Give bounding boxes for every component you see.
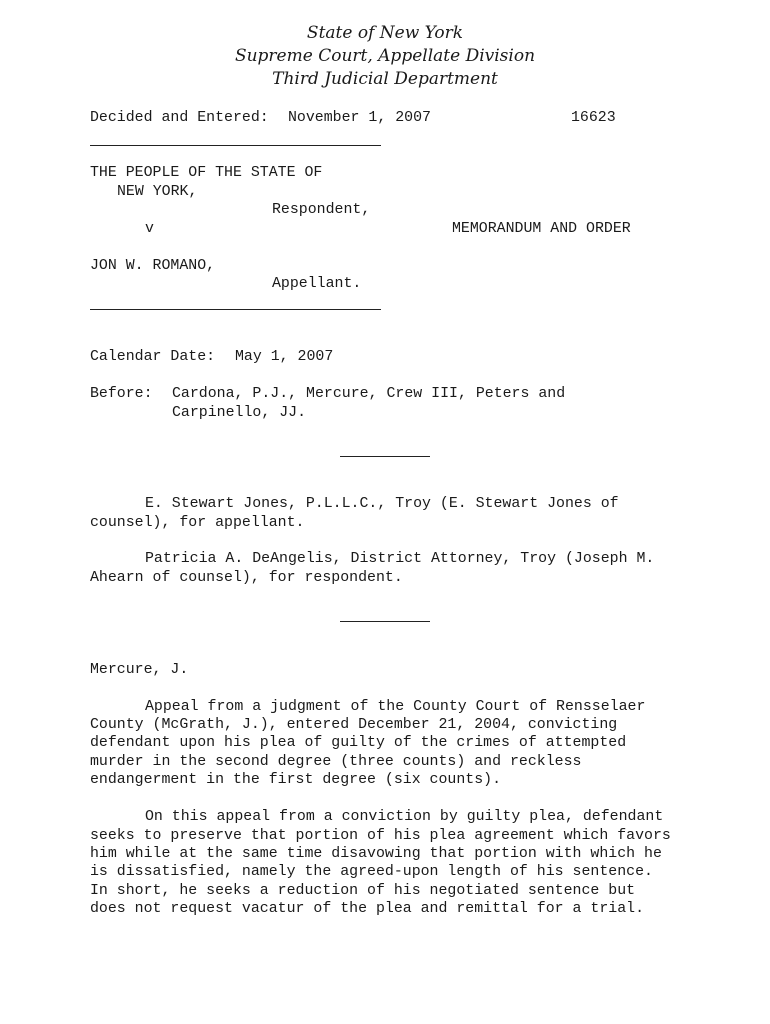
para1-line: endangerment in the first degree (six counts).	[90, 772, 502, 788]
party2-role: Appellant.	[272, 276, 362, 292]
party1-line2: NEW YORK,	[117, 184, 198, 200]
versus: v	[145, 221, 154, 237]
para2-line: does not request vacatur of the plea and remittal for a trial.	[90, 901, 645, 917]
para2-line: In short, he seeks a reduction of his negotiated sentence but	[90, 883, 636, 899]
caption-bottom-rule	[90, 309, 381, 310]
para1-line: defendant upon his plea of guilty of the crimes of attempted	[90, 735, 627, 751]
decided-date: November 1, 2007	[288, 110, 431, 126]
section-divider-2	[340, 621, 430, 622]
para1-line: murder in the second degree (three counts) and reckless	[90, 754, 582, 770]
calendar-label: Calendar Date:	[90, 349, 216, 365]
para2-line: seeks to preserve that portion of his plea agreement which favors	[90, 828, 671, 844]
respondent-counsel-line1: Patricia A. DeAngelis, District Attorney, Troy (Joseph M.	[145, 551, 655, 567]
party1-role: Respondent,	[272, 202, 371, 218]
respondent-counsel-line2: Ahearn of counsel), for respondent.	[90, 570, 403, 586]
calendar-date: May 1, 2007	[235, 349, 334, 365]
document-type: MEMORANDUM AND ORDER	[452, 221, 631, 237]
party2-name: JON W. ROMANO,	[90, 258, 216, 274]
court-name-division: Supreme Court, Appellate Division	[234, 46, 536, 66]
decided-label: Decided and Entered:	[90, 110, 269, 126]
party1-line1: THE PEOPLE OF THE STATE OF	[90, 165, 323, 181]
docket-number: 16623	[571, 110, 616, 126]
before-justices-line1: Cardona, P.J., Mercure, Crew III, Peters and	[172, 386, 566, 402]
section-divider-1	[340, 456, 430, 457]
court-name-state: State of New York	[306, 23, 464, 43]
caption-top-rule	[90, 145, 381, 146]
court-name-department: Third Judicial Department	[272, 69, 498, 89]
para2-line: On this appeal from a conviction by guilty plea, defendant	[145, 809, 664, 825]
para2-line: is dissatisfied, namely the agreed-upon length of his sentence.	[90, 864, 653, 880]
before-justices-line2: Carpinello, JJ.	[172, 405, 307, 421]
before-label: Before:	[90, 386, 153, 402]
para2-line: him while at the same time disavowing that portion with which he	[90, 846, 662, 862]
appellant-counsel-line1: E. Stewart Jones, P.L.L.C., Troy (E. Stewart Jones of	[145, 496, 619, 512]
para1-line: Appeal from a judgment of the County Court of Rensselaer	[145, 699, 646, 715]
para1-line: County (McGrath, J.), entered December 21, 2004, convicting	[90, 717, 618, 733]
opinion-author: Mercure, J.	[90, 662, 189, 678]
appellant-counsel-line2: counsel), for appellant.	[90, 515, 305, 531]
